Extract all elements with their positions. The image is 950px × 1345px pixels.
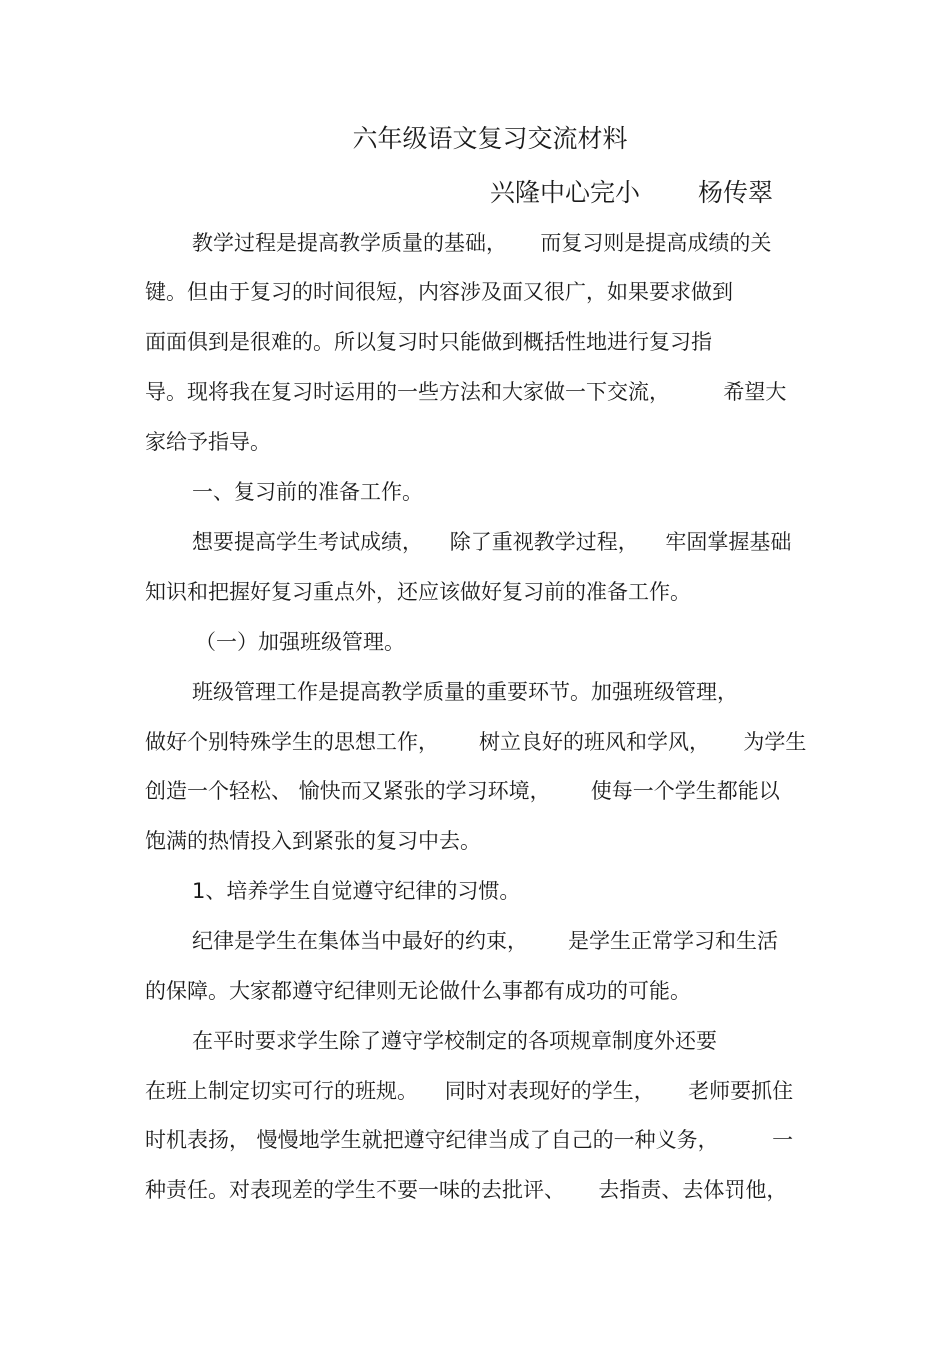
paragraph-line: 纪律是学生在集体当中最好的约束， 是学生正常学习和生活 — [192, 929, 779, 953]
paragraph-line: 班级管理工作是提高教学质量的重要环节。加强班级管理， — [192, 680, 738, 704]
paragraph-line: 在平时要求学生除了遵守学校制定的各项规章制度外还要 — [192, 1029, 717, 1053]
paragraph-line: 知识和把握好复习重点外，还应该做好复习前的准备工作。 — [145, 580, 691, 604]
paragraph-line: 在班上制定切实可行的班规。 同时对表现好的学生， 老师要抓住 — [145, 1079, 794, 1103]
paragraph-line: 创造一个轻松、 愉快而又紧张的学习环境， 使每一个学生都能以 — [145, 779, 780, 803]
section-heading: 一、复习前的准备工作。 — [192, 480, 423, 504]
subsection-heading: （一）加强班级管理。 — [195, 630, 405, 654]
paragraph-line: 时机表扬， 慢慢地学生就把遵守纪律当成了自己的一种义务， 一 — [145, 1128, 794, 1152]
paragraph-line: 面面俱到是很难的。所以复习时只能做到概括性地进行复习指 — [145, 330, 712, 354]
paragraph-line: 导。现将我在复习时运用的一些方法和大家做一下交流， 希望大 — [145, 380, 787, 404]
paragraph-line: 的保障。大家都遵守纪律则无论做什么事都有成功的可能。 — [145, 979, 691, 1003]
paragraph-line: 家给予指导。 — [145, 430, 271, 454]
paragraph-line: 做好个别特殊学生的思想工作， 树立良好的班风和学风， 为学生 — [145, 730, 807, 754]
author-school: 兴隆中心完小 — [490, 178, 641, 207]
document-title: 六年级语文复习交流材料 — [352, 124, 628, 153]
paragraph-line: 键。但由于复习的时间很短，内容涉及面又很广，如果要求做到 — [145, 280, 733, 304]
paragraph-line: 饱满的热情投入到紧张的复习中去。 — [145, 829, 481, 853]
paragraph-line: 种责任。对表现差的学生不要一味的去批评、 去指责、去体罚他， — [145, 1178, 788, 1202]
author-name: 杨传翠 — [698, 178, 774, 207]
item-heading: 1、培养学生自觉遵守纪律的习惯。 — [192, 879, 521, 903]
author-line — [490, 176, 773, 210]
paragraph-line: 教学过程是提高教学质量的基础， 而复习则是提高成绩的关 — [192, 231, 772, 255]
paragraph-line: 想要提高学生考试成绩， 除了重视教学过程， 牢固掌握基础 — [192, 530, 792, 554]
